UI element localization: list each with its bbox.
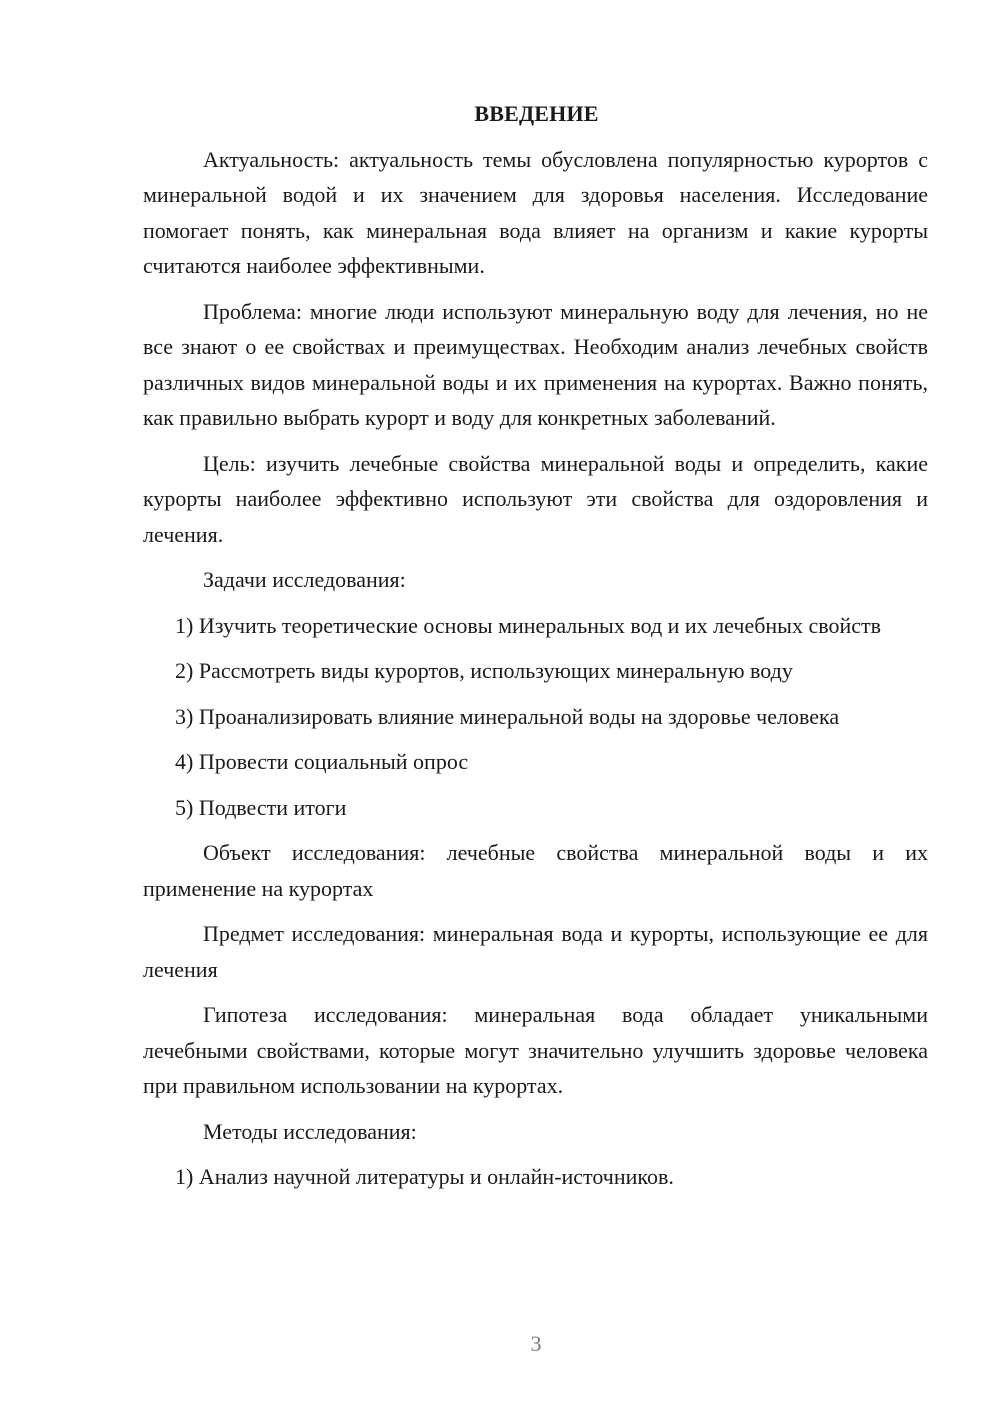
method-item-1: 1) Анализ научной литературы и онлайн-источников. [175,1164,674,1189]
object-paragraph: Объект исследования: лечебные свойства минеральной воды и их применение на курортах [143,840,928,901]
hypothesis-paragraph: Гипотеза исследования: минеральная вода обладает уникальными лечебными свойствами, которые могут значительно улучшить здоровье человека при правильном использовании на курортах. [143,1002,928,1098]
page-number: 3 [530,1331,542,1356]
subject-paragraph: Предмет исследования: минеральная вода и курорты, использующие ее для лечения [143,921,928,982]
tasks-heading: Задачи исследования: [203,567,406,592]
task-item-2: 2) Рассмотреть виды курортов, использующих минеральную воду [175,658,793,683]
goal-paragraph: Цель: изучить лечебные свойства минеральной воды и определить, какие курорты наиболее эффективно используют эти свойства для оздоровления и лечения. [143,450,928,547]
relevance-paragraph: Актуальность: актуальность темы обусловлена популярностью курортов с минеральной водой и их значением для здоровья населения. Исследование помогает понять, как минеральная вода влияет на организм и какие курорты считаются наиболее эффективными. [143,146,928,278]
task-item-3: 3) Проанализировать влияние минеральной воды на здоровье человека [175,703,840,729]
problem-paragraph: Проблема: многие люди используют минеральную воду для лечения, но не все знают о ее свойствах и преимуществах. Необходим анализ лечебных свойств различных видов минеральной воды и их применения на курортах. Важно понять, как правильно выбрать курорт и воду для конкретных заболеваний. [143,298,928,430]
task-item-4: 4) Провести социальный опрос [175,749,469,774]
document-page [143,96,928,1205]
section-title: ВВЕДЕНИЕ [474,101,599,126]
methods-heading: Методы исследования: [203,1118,417,1144]
task-item-5: 5) Подвести итоги [175,794,347,820]
task-item-1: 1) Изучить теоретические основы минеральных вод и их лечебных свойств [175,612,881,638]
